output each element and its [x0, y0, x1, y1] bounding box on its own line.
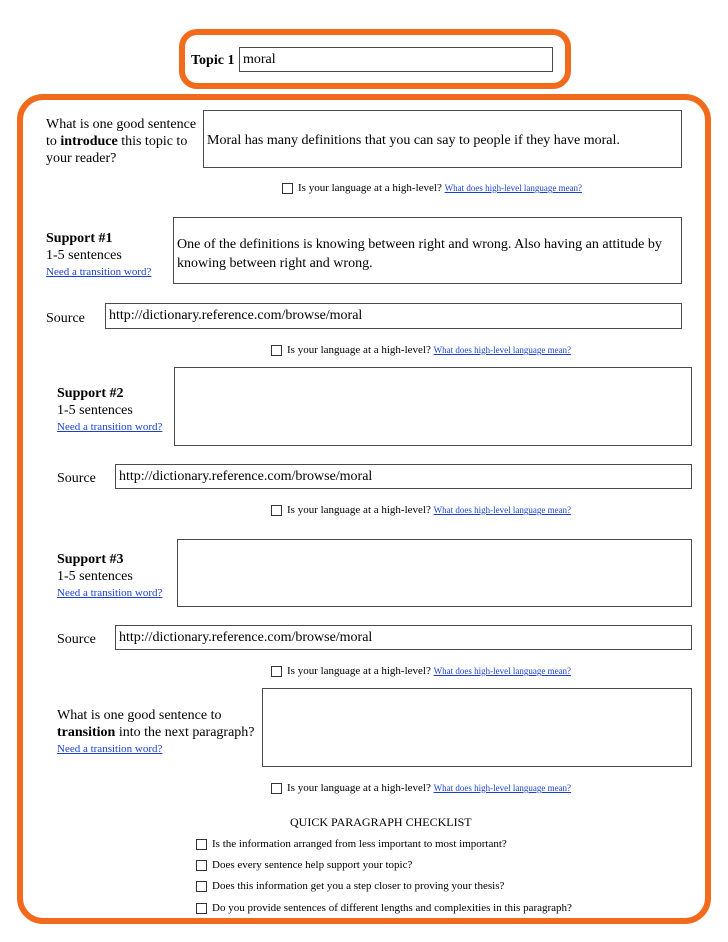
high-level-help-link[interactable]: What does high-level language mean? — [433, 783, 572, 793]
high-level-checkbox-intro[interactable] — [282, 183, 293, 194]
high-level-help-link[interactable]: What does high-level language mean? — [433, 345, 572, 355]
support2-transition-link[interactable]: Need a transition word? — [57, 421, 163, 433]
checklist-checkbox-3[interactable] — [196, 881, 207, 892]
checklist-title: QUICK PARAGRAPH CHECKLIST — [290, 815, 472, 829]
high-level-checkbox-support1[interactable] — [271, 345, 282, 356]
transition-question-line1: What is one good sentence to — [57, 708, 222, 723]
support3-transition-link[interactable]: Need a transition word? — [57, 587, 163, 599]
support1-source-label: Source — [46, 311, 85, 326]
checklist-checkbox-2[interactable] — [196, 860, 207, 871]
high-level-checkbox-support3[interactable] — [271, 666, 282, 677]
checklist-item-3: Does this information get you a step closer to proving your thesis? — [212, 880, 505, 892]
high-level-help-link[interactable]: What does high-level language mean? — [433, 505, 572, 515]
high-level-row-support1: Is your language at a high-level? What does high-level language mean? — [287, 344, 572, 356]
support1-transition-link[interactable]: Need a transition word? — [46, 266, 152, 278]
introduce-sentence-input[interactable]: Moral has many definitions that you can say to people if they have moral. — [203, 110, 682, 168]
support2-input[interactable] — [174, 367, 692, 446]
high-level-help-link[interactable]: What does high-level language mean? — [433, 666, 572, 676]
support3-title: Support #3 — [57, 552, 124, 567]
checklist-checkbox-4[interactable] — [196, 903, 207, 914]
support2-sentences: 1-5 sentences — [57, 403, 133, 418]
checklist-item-2: Does every sentence help support your topic? — [212, 859, 413, 871]
support1-input[interactable]: One of the definitions is knowing between right and wrong. Also having an attitude by knowing between right and wrong. — [173, 217, 682, 284]
transition-link[interactable]: Need a transition word? — [57, 743, 163, 755]
transition-question-line2: transition into the next paragraph? — [57, 725, 255, 740]
checklist-checkbox-1[interactable] — [196, 839, 207, 850]
support2-source-label: Source — [57, 471, 96, 486]
checklist-item-1: Is the information arranged from less important to most important? — [212, 838, 507, 850]
support1-source-input[interactable]: http://dictionary.reference.com/browse/moral — [105, 303, 682, 329]
introduce-question-line1: What is one good sentence — [46, 117, 197, 132]
high-level-row-transition: Is your language at a high-level? What does high-level language mean? — [287, 782, 572, 794]
support2-title: Support #2 — [57, 386, 124, 401]
high-level-checkbox-support2[interactable] — [271, 505, 282, 516]
introduce-question-line2: to introduce this topic to — [46, 134, 188, 149]
support1-title: Support #1 — [46, 231, 113, 246]
support3-source-label: Source — [57, 632, 96, 647]
support2-source-input[interactable]: http://dictionary.reference.com/browse/moral — [115, 464, 692, 489]
high-level-row-support3: Is your language at a high-level? What does high-level language mean? — [287, 665, 572, 677]
support3-input[interactable] — [177, 539, 692, 607]
support3-sentences: 1-5 sentences — [57, 569, 133, 584]
high-level-row-intro: Is your language at a high-level? What does high-level language mean? — [298, 182, 583, 194]
high-level-row-support2: Is your language at a high-level? What does high-level language mean? — [287, 504, 572, 516]
support1-sentences: 1-5 sentences — [46, 248, 122, 263]
checklist-item-4: Do you provide sentences of different lengths and complexities in this paragraph? — [212, 902, 572, 914]
support3-source-input[interactable]: http://dictionary.reference.com/browse/moral — [115, 625, 692, 650]
transition-input[interactable] — [262, 688, 692, 767]
high-level-checkbox-transition[interactable] — [271, 783, 282, 794]
topic-input[interactable]: moral — [239, 47, 553, 72]
introduce-question-line3: your reader? — [46, 151, 117, 166]
high-level-help-link[interactable]: What does high-level language mean? — [444, 183, 583, 193]
topic-label: Topic 1 — [191, 53, 235, 68]
